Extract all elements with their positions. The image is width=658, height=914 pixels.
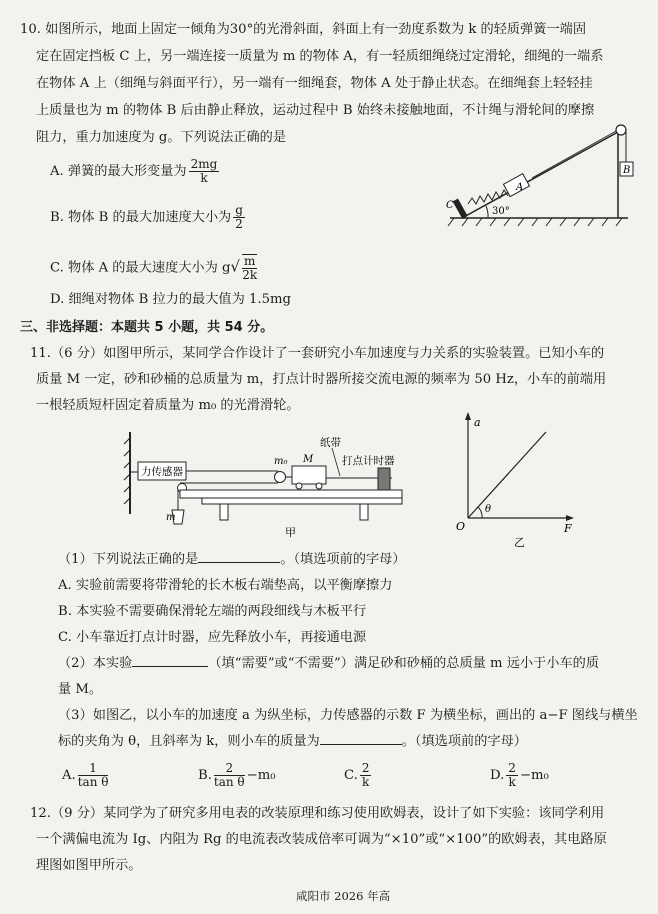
q11-line-3: 一根轻质短杆固定着质量为 m₀ 的光滑滑轮。 — [36, 398, 300, 413]
axis-label-a: a — [474, 416, 481, 429]
angle-theta: θ — [485, 504, 492, 515]
q12-line-3: 理图如图甲所示。 — [36, 858, 142, 873]
label-c: C — [446, 200, 454, 211]
q10-line-2: 定在固定挡板 C 上，另一端连接一质量为 m 的物体 A，有一轻质细绳绕过定滑轮，细绳的一端系 — [36, 49, 604, 64]
q10-line-1: 10. 如图所示，地面上固定一倾角为30°的光滑斜面，斜面上有一劲度系数为 k 的轻质弹簧一端固 — [20, 22, 587, 37]
cart — [292, 466, 326, 484]
axis-label-f: F — [564, 522, 572, 535]
q11-part3: （3）如图乙，以小车的加速度 a 为纵坐标，力传感器的示数 F 为横坐标，画出的 a−F 图线与横坐 — [58, 708, 638, 723]
label-b: B — [623, 165, 631, 176]
q12-line-1: 12.（9 分）某同学为了研究多用电表的改装原理和练习使用欧姆表，设计了如下实验：该同学利用 — [30, 806, 605, 821]
q10-line-5: 阻力，重力加速度为 g。下列说法正确的是 — [36, 130, 287, 145]
stop-plate-c — [453, 199, 468, 219]
graph-line — [468, 432, 546, 518]
pulley — [616, 125, 626, 135]
label-cart-m: M — [303, 454, 314, 465]
force-sensor-label: 力传感器 — [141, 466, 183, 478]
q10-option-a: A. 弹簧的最大形变量为 $\frac{2mg}{k}$ — [50, 157, 218, 185]
q11-part1-option-a: A. 实验前需要将带滑轮的长木板右端垫高，以平衡摩擦力 — [58, 578, 393, 593]
q10-option-b: B. 物体 B 的最大加速度大小为 $\frac{g}{2}$ — [50, 203, 243, 231]
incline-diagram — [440, 120, 635, 230]
label-a: A — [516, 182, 524, 193]
footer: 咸阳市 2026 年高 — [296, 889, 391, 903]
q11-part1: （1）下列说法正确的是 。（填选项前的字母） — [58, 552, 406, 567]
q10-option-d: D. 细绳对物体 B 拉力的最大值为 1.5mg — [50, 292, 291, 307]
q11-part1-option-c: C. 小车靠近打点计时器，应先释放小车，再接通电源 — [58, 630, 367, 645]
caption-yi: 乙 — [514, 536, 525, 548]
label-m: m — [166, 512, 176, 523]
cart-pulley — [275, 472, 286, 483]
q10-line-4: 上质量也为 m 的物体 B 后由静止释放，运动过程中 B 始终未接触地面，不计绳与滑轮间的摩擦 — [36, 103, 595, 118]
section-heading: 三、非选择题：本题共 5 小题，共 54 分。 — [20, 320, 274, 335]
origin-label: O — [456, 520, 466, 533]
tape-label: 纸带 — [320, 437, 341, 449]
a-f-graph — [452, 408, 582, 548]
timer — [378, 468, 390, 490]
q11-choice-c: C. $\frac{2}{k}$ — [344, 761, 370, 789]
timer-label: 打点计时器 — [342, 455, 395, 467]
q10-option-c: C. 物体 A 的最大速度大小为 g√ $\frac{m}{2k}$ — [50, 254, 258, 282]
caption-jia: 甲 — [285, 526, 296, 539]
q11-part2: （2）本实验 （填“需要”或“不需要”）满足砂和砂桶的总质量 m 远小于小车的质 — [58, 656, 600, 671]
q11-line-1: 11.（6 分）如图甲所示，某同学合作设计了一套研究小车加速度与力关系的实验装置。已知小车的 — [30, 346, 605, 361]
label-m0: m₀ — [274, 456, 288, 467]
angle-label: 30° — [492, 206, 510, 217]
q12-line-2: 一个满偏电流为 Ig、内阻为 Rg 的电流表改装成倍率可调为“×10”或“×100”的欧姆表，其电路原 — [36, 832, 607, 847]
long-board — [180, 490, 402, 498]
q11-part2-cont: 量 M。 — [58, 682, 103, 697]
q11-part3-cont: 标的夹角为 θ，且斜率为 k，则小车的质量为 。（填选项前的字母） — [58, 734, 527, 749]
q11-line-2: 质量 M 一定，砂和砂桶的总质量为 m，打点计时器所接交流电源的频率为 50 Hz，小车的前端用 — [36, 372, 607, 387]
cart-apparatus-diagram — [120, 428, 420, 540]
q11-choice-d: D. $\frac{2}{k}$ −m₀ — [490, 761, 549, 789]
q11-choice-b: B. $\frac{2}{\text{tan θ}}$ −m₀ — [198, 761, 276, 789]
spring — [468, 190, 508, 204]
q11-part1-option-b: B. 本实验不需要确保滑轮左端的两段细线与木板平行 — [58, 604, 367, 619]
q10-line-3: 在物体 A 上（细绳与斜面平行），另一端有一细绳套，物体 A 处于静止状态。在细绳套上轻轻挂 — [36, 76, 593, 91]
q11-choice-a: A. $\frac{1}{\text{tan θ}}$ — [62, 761, 109, 789]
